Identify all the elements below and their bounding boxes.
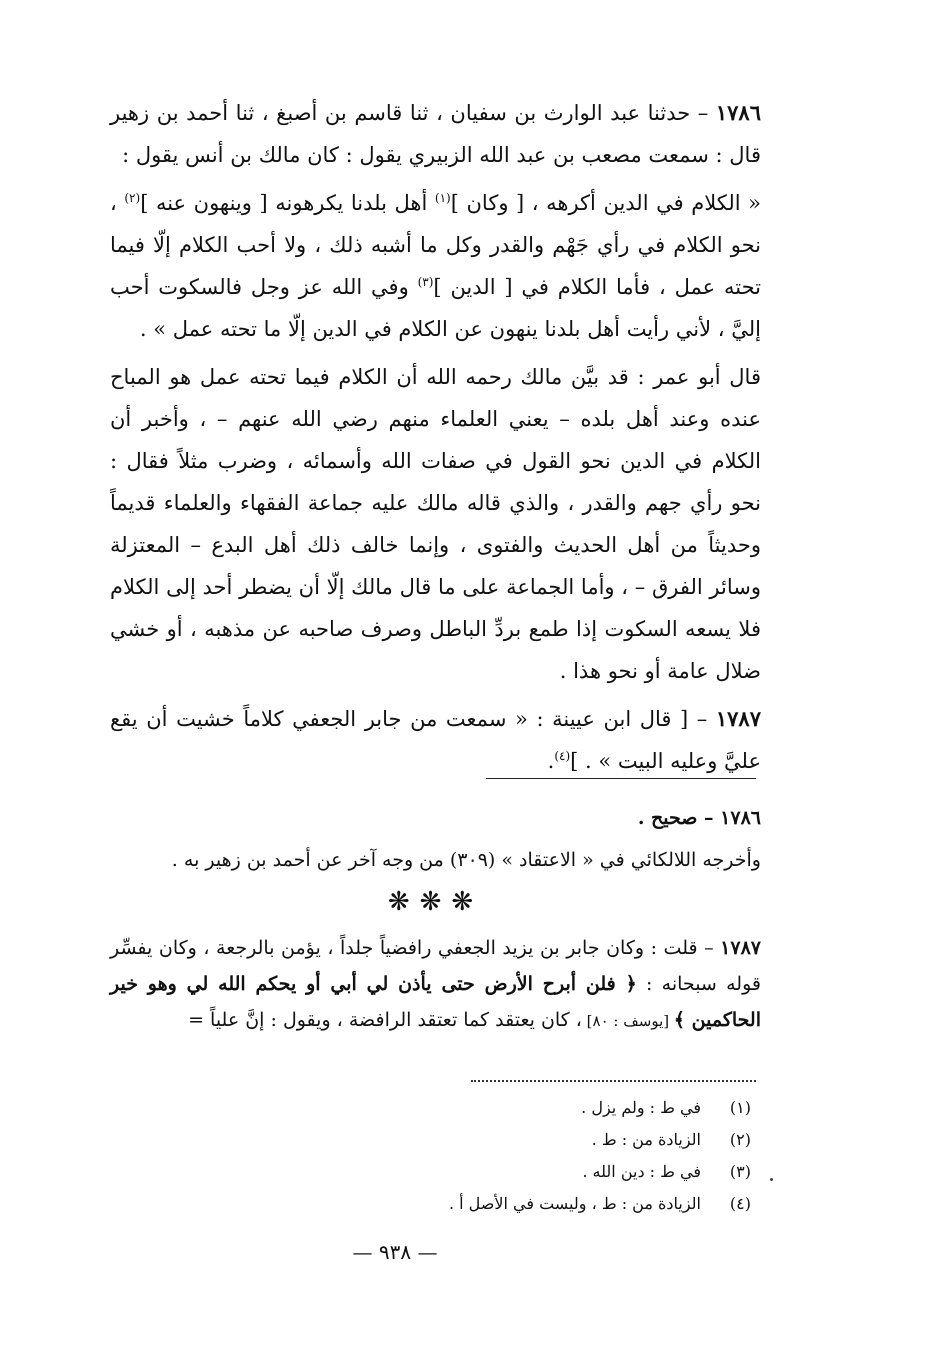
paragraph-end: .	[547, 749, 555, 773]
footnote-divider	[471, 1080, 756, 1082]
verse-reference: [يوسف : ٨٠]	[581, 1012, 674, 1030]
footnote-text: في ط : دين الله .	[582, 1162, 701, 1181]
quote-segment: وفي الله عز وجل فالسكوت أحب إليَّ ، لأني رأيت أهل بلدنا ينهون عن الكلام في الدين إلّا ما تحته عمل » .	[110, 275, 761, 341]
footnote-item	[351, 1188, 751, 1220]
note-1787	[110, 930, 761, 1039]
note-number: ١٧٨٧	[720, 937, 761, 959]
paragraph-1787	[110, 698, 761, 782]
paragraph-text: – حدثنا عبد الوارث بن سفيان ، ثنا قاسم بن أصبغ ، ثنا أحمد بن زهير قال : سمعت مصعب بن عبد الله الزبيري يقول : كان مالك بن أنس يقول :	[110, 101, 761, 167]
footnote-ref: (٤)	[554, 749, 571, 763]
paragraph-abu-umar: قال أبو عمر : قد بيَّن مالك رحمه الله أن الكلام فيما تحته عمل هو المباح عنده وعند أهل بلده – يعني العلماء منهم رضي الله عنهم – ، وأخبر أن الكلام في الدين نحو القول في صفات الله وأسمائه ، وضرب مثلاً فقال : نحو رأي جهم والقدر ، والذي قاله مالك عليه جماعة الفقهاء والعلماء قديماً وحديثاً من أهل الحديث والفتوى ، وإنما خالف ذلك أهل البدع – المعتزلة وسائر الفرق – ، وأما الجماعة على ما قال مالك إلّا أن يضطر أحد إلى الكلام فلا يسعه السكوت إذا طمع بردِّ الباطل وصرف صاحبه عن مذهبه ، أو خشي ضلال عامة أو نحو هذا .	[110, 365, 761, 683]
note-grade: – صحيح .	[637, 807, 721, 829]
footnote-text: الزيادة من : ط .	[591, 1130, 701, 1149]
footnote-number: (١)	[729, 1098, 751, 1117]
note-number: ١٧٨٦	[720, 807, 761, 829]
section-divider	[486, 778, 756, 779]
quran-verse: ﴿ فلن أبرح الأرض حتى يأذن لي أبي أو يحكم الله لي وهو خير الحاكمين ﴾	[110, 973, 761, 1031]
takhrij-notes	[110, 800, 761, 1045]
footnote-item	[351, 1156, 751, 1188]
main-text	[110, 92, 761, 788]
hadith-number: ١٧٨٧	[715, 706, 761, 731]
footnote-item	[351, 1092, 751, 1124]
paragraph-text: – [ قال ابن عيينة : « سمعت من جابر الجعفي كلاماً خشيت أن يقع عليَّ وعليه البيت » . ]	[110, 707, 761, 773]
note-text: ، كان يعتقد كما تعتقد الرافضة ، ويقول : إنَّ علياً =	[188, 1009, 582, 1031]
hadith-number: ١٧٨٦	[715, 100, 761, 125]
note-text: – قلت : وكان جابر بن يزيد الجعفي رافضياً جلداً ، يؤمن بالرجعة ، وكان يفسِّر قوله سبحانه :	[110, 937, 761, 995]
footnote-number: (٤)	[729, 1194, 751, 1213]
footnotes	[351, 1092, 751, 1220]
ornament-separator: ❋❋❋	[387, 887, 484, 917]
footnote-number: (٣)	[729, 1162, 751, 1181]
scan-speck	[770, 1178, 773, 1181]
quote-segment: ، نحو الكلام في رأي جَهْم والقدر وكل ما أشبه ذلك ، ولا أحب الكلام إلّا فيما تحته عمل ، فأما الكلام في [ الدين ]	[110, 191, 761, 299]
footnote-ref: (٢)	[124, 191, 141, 205]
page-number: — ٩٣٨ —	[352, 1240, 438, 1264]
footnote-text: في ط : ولم يزل .	[581, 1098, 701, 1117]
paragraph-1786	[110, 92, 761, 176]
note-1786-text: وأخرجه اللالكائي في « الاعتقاد » (٣٠٩) من وجه آخر عن أحمد بن زهير به .	[171, 849, 761, 871]
paragraph-malik-quote	[110, 182, 761, 350]
quote-segment: أهل بلدنا يكرهونه [ وينهون عنه ]	[140, 191, 435, 215]
footnote-text: الزيادة من : ط ، وليست في الأصل أ .	[448, 1194, 701, 1213]
footnote-item	[351, 1124, 751, 1156]
quote-segment: « الكلام في الدين أكرهه ، [ وكان ]	[450, 191, 762, 215]
footnote-number: (٢)	[729, 1130, 751, 1149]
footnote-ref: (١)	[434, 191, 451, 205]
note-1786-head	[110, 800, 761, 836]
footnote-ref: (٣)	[417, 275, 434, 289]
